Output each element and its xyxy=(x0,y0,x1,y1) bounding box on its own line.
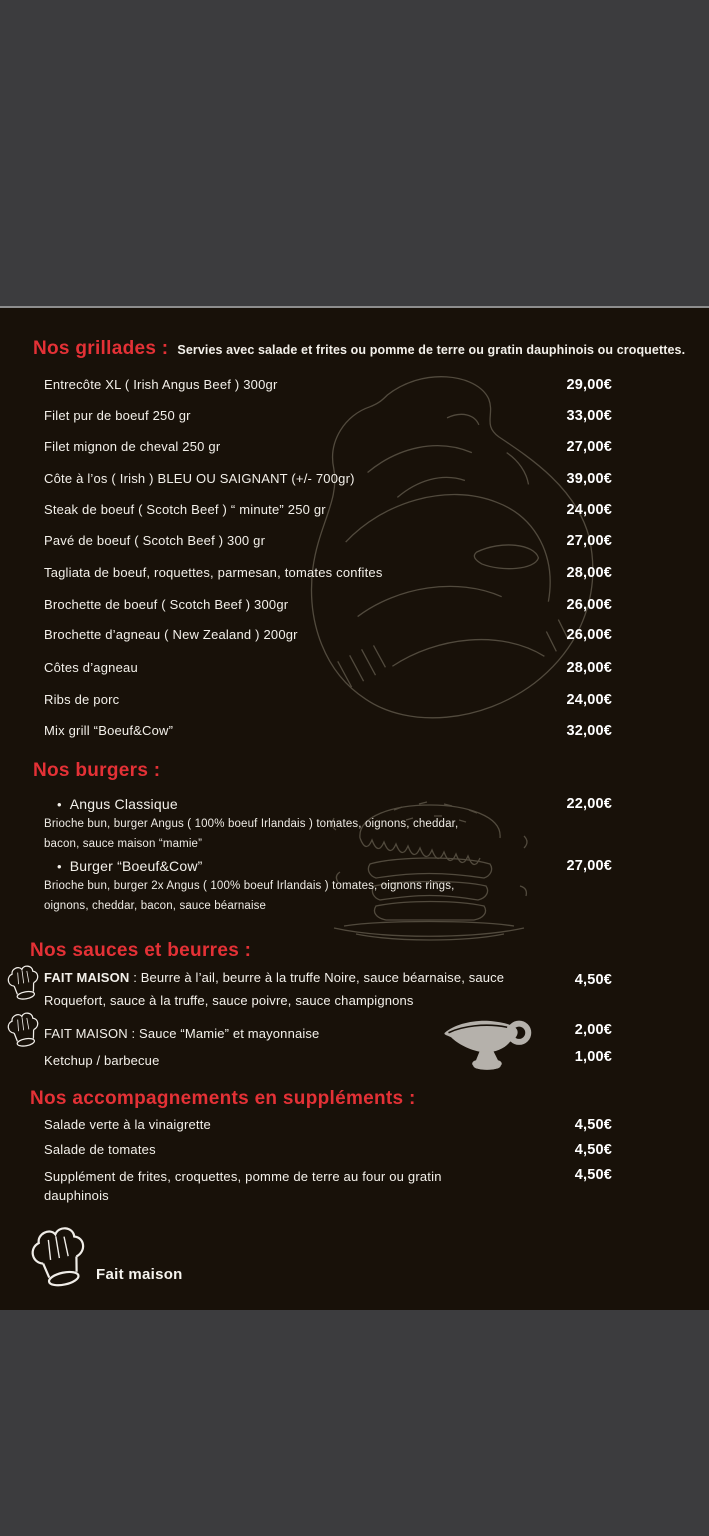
bullet: • xyxy=(57,797,62,812)
item-name: Côte à l’os ( Irish ) BLEU OU SAIGNANT (+/- 700gr) xyxy=(44,471,355,486)
menu-item-row xyxy=(44,439,612,455)
item-name: Filet mignon de cheval 250 gr xyxy=(44,439,221,454)
section-grillades-header xyxy=(33,338,697,360)
item-name: Steak de boeuf ( Scotch Beef ) “ minute” 250 gr xyxy=(44,502,326,517)
menu-page xyxy=(0,308,709,1310)
menu-item-row xyxy=(44,660,612,676)
menu-item-row xyxy=(44,565,612,581)
fait-maison-label: Fait maison xyxy=(96,1266,183,1283)
menu-item-row xyxy=(44,408,612,424)
menu-item-row xyxy=(44,723,612,739)
sauce-item: Ketchup / barbecue xyxy=(44,1053,160,1068)
item-name: Pavé de boeuf ( Scotch Beef ) 300 gr xyxy=(44,533,266,548)
menu-item-row xyxy=(44,1167,612,1205)
item-price: 24,00€ xyxy=(566,692,612,708)
sauce-item: FAIT MAISON : Sauce “Mamie” et mayonnaise xyxy=(44,1026,320,1041)
item-price: 27,00€ xyxy=(566,858,612,874)
section-title: Nos burgers : xyxy=(33,760,161,781)
item-name: • Angus Classique xyxy=(57,796,178,812)
item-name: • Burger “Boeuf&Cow” xyxy=(57,858,203,874)
item-price: 33,00€ xyxy=(566,408,612,424)
item-price: 28,00€ xyxy=(566,565,612,581)
item-price: 22,00€ xyxy=(566,796,612,812)
menu-item-row xyxy=(44,1142,612,1158)
item-price: 39,00€ xyxy=(566,471,612,487)
item-name: Entrecôte XL ( Irish Angus Beef ) 300gr xyxy=(44,377,278,392)
bullet: • xyxy=(57,859,62,874)
section-supplements-header xyxy=(30,1088,697,1110)
item-name: Ribs de porc xyxy=(44,692,120,707)
item-price: 26,00€ xyxy=(566,627,612,643)
item-price: 28,00€ xyxy=(566,660,612,676)
item-name: Côtes d’agneau xyxy=(44,660,138,675)
section-burgers-header xyxy=(33,760,697,782)
item-price: 26,00€ xyxy=(566,597,612,613)
item-price: 4,50€ xyxy=(574,972,612,988)
item-description: Brioche bun, burger 2x Angus ( 100% boeuf Irlandais ) tomates, oignons rings, oignons, cheddar, bacon, sauce béarnaise xyxy=(44,880,455,912)
section-title: Nos grillades : xyxy=(33,338,169,359)
item-price: 27,00€ xyxy=(566,533,612,549)
section-sauces-header xyxy=(30,940,697,962)
item-name: Filet pur de boeuf 250 gr xyxy=(44,408,191,423)
chef-hat-icon xyxy=(2,960,45,1010)
item-description: Brioche bun, burger Angus ( 100% boeuf Irlandais ) tomates, oignons, cheddar, bacon, sauce maison “mamie” xyxy=(44,818,459,850)
item-price: 24,00€ xyxy=(566,502,612,518)
chef-hat-icon xyxy=(21,1220,98,1302)
menu-item-row xyxy=(44,597,612,613)
section-subtitle: Servies avec salade et frites ou pomme de terre ou gratin dauphinois ou croquettes. xyxy=(177,343,686,357)
menu-item-row xyxy=(44,1117,612,1133)
item-name: Tagliata de boeuf, roquettes, parmesan, tomates confites xyxy=(44,565,383,580)
item-name: Brochette d’agneau ( New Zealand ) 200gr xyxy=(44,627,298,642)
item-price: 27,00€ xyxy=(566,439,612,455)
menu-item-row xyxy=(44,502,612,518)
menu-item-row xyxy=(57,858,612,874)
menu-item-row xyxy=(44,627,612,643)
item-name: Salade verte à la vinaigrette xyxy=(44,1117,211,1132)
menu-item-row xyxy=(44,692,612,708)
item-price: 2,00€ xyxy=(574,1022,612,1038)
menu-item-row xyxy=(57,796,612,812)
menu-item-row xyxy=(44,471,612,487)
chef-hat-icon xyxy=(2,1007,45,1057)
item-price: 1,00€ xyxy=(574,1049,612,1065)
menu-item-row xyxy=(44,377,612,393)
section-title: Nos sauces et beurres : xyxy=(30,940,252,961)
item-price: 4,50€ xyxy=(574,1142,612,1158)
sauce-item: FAIT MAISON : Beurre à l’ail, beurre à la truffe Noire, sauce béarnaise, sauce Roquefort, sauce à la truffe, sauce poivre, sauce champignons xyxy=(44,970,505,1008)
item-price: 32,00€ xyxy=(566,723,612,739)
fait-maison-label: FAIT MAISON xyxy=(44,970,130,985)
item-name: Salade de tomates xyxy=(44,1142,156,1157)
item-price: 4,50€ xyxy=(574,1167,612,1183)
menu-item-row xyxy=(44,533,612,549)
item-name: Mix grill “Boeuf&Cow” xyxy=(44,723,174,738)
section-title: Nos accompagnements en suppléments : xyxy=(30,1088,416,1109)
item-name: Brochette de boeuf ( Scotch Beef ) 300gr xyxy=(44,597,289,612)
item-price: 29,00€ xyxy=(566,377,612,393)
item-name: Supplément de frites, croquettes, pomme de terre au four ou gratin dauphinois xyxy=(44,1169,442,1203)
item-price: 4,50€ xyxy=(574,1117,612,1133)
